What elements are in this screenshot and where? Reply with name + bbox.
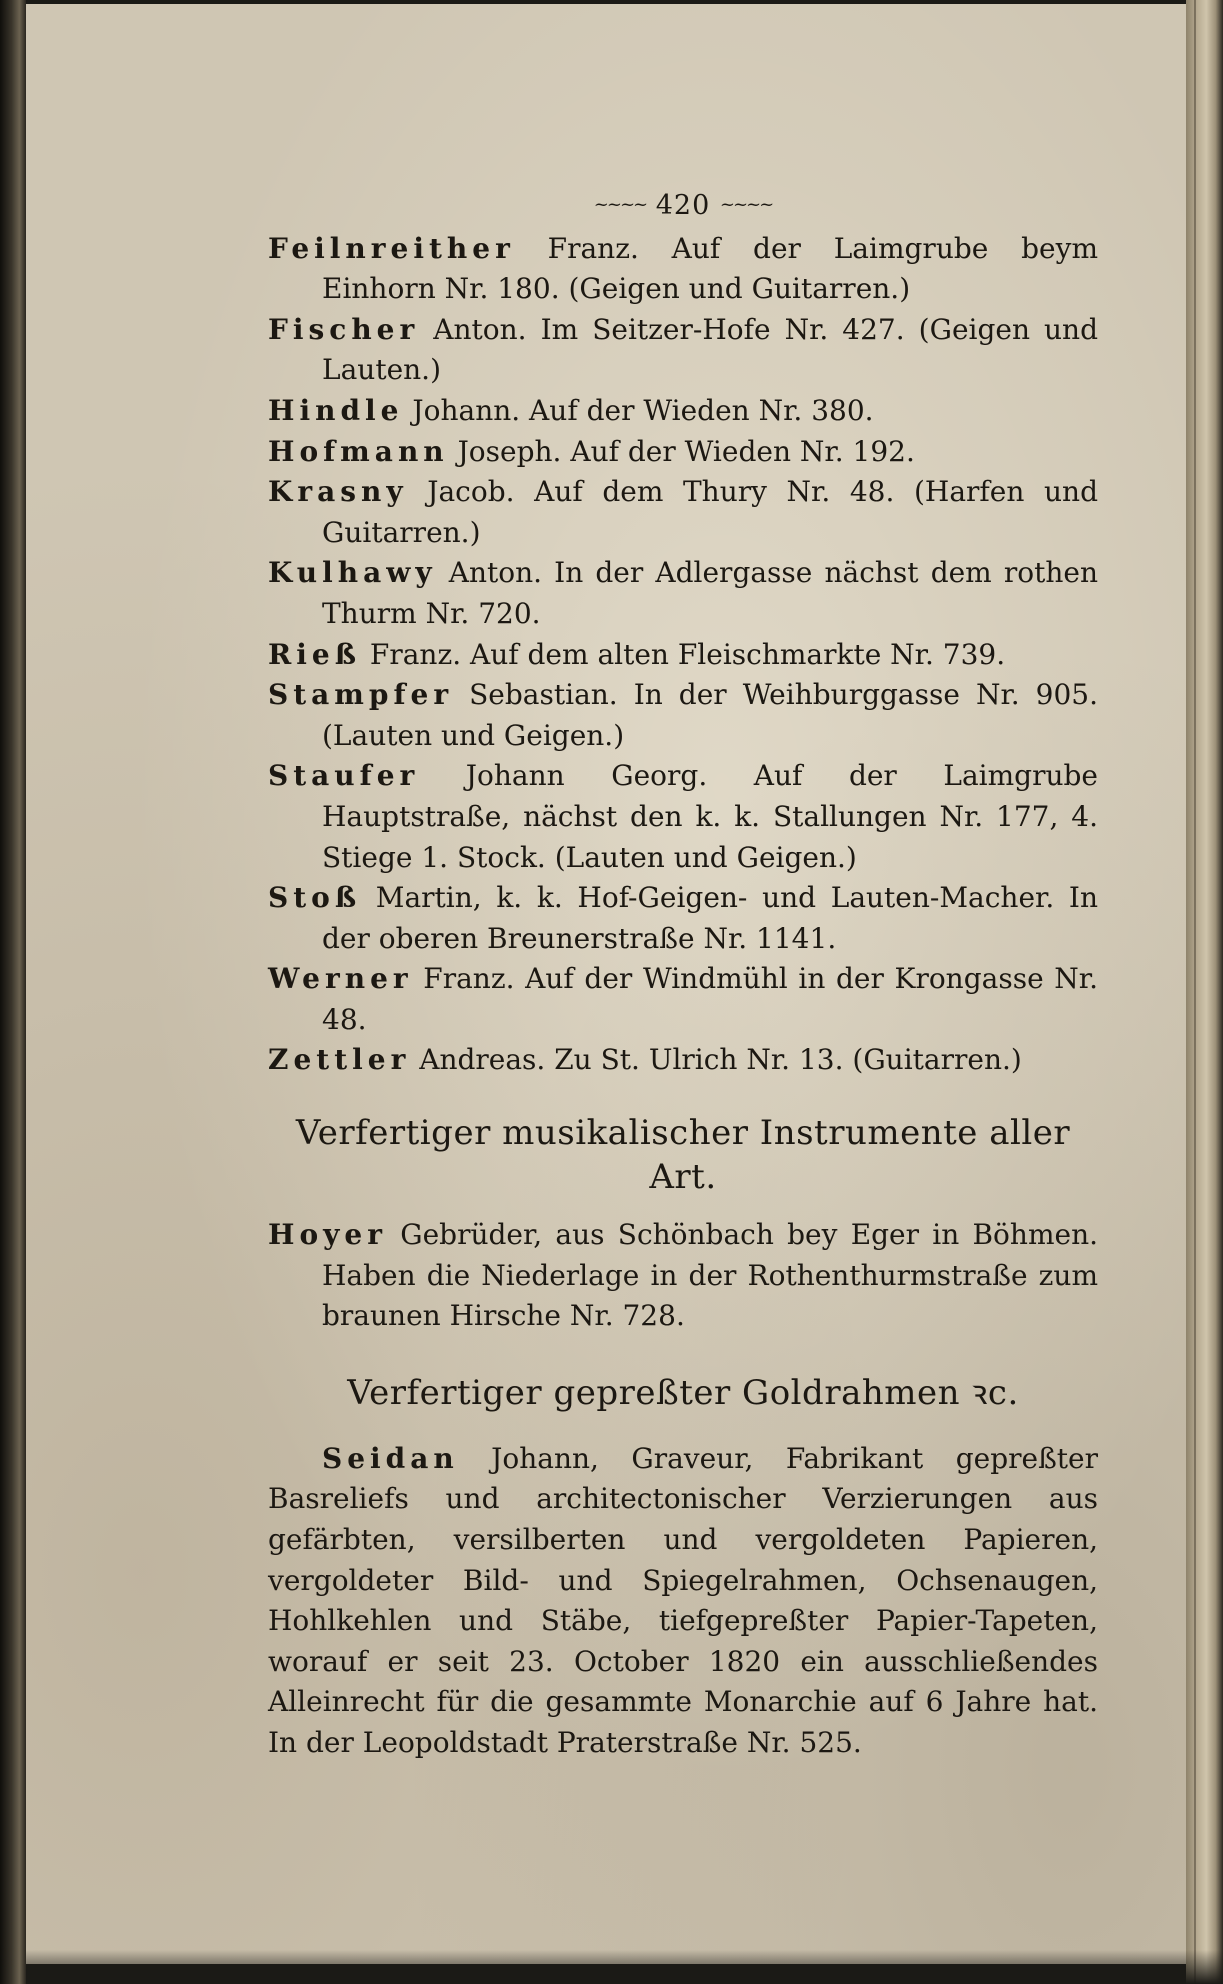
- list-item: [268, 229, 1098, 310]
- instrument-maker-list-general: [268, 1215, 1098, 1337]
- list-item: [268, 635, 1098, 676]
- book-gutter: [0, 0, 26, 1984]
- entry-name: Hindle: [268, 393, 404, 427]
- entry-text: Johann. Auf der Wieden Nr. 380.: [403, 393, 874, 427]
- page-number: 420: [655, 190, 711, 221]
- entry-text: Johann, Graveur, Fabrikant gepreßter Basreliefs und architectonischer Verzierungen aus gefärbten, versilberten und vergoldeten Papieren, vergoldeter Bild- und Spiegelrahmen, Ochsenaugen, Hohlkehlen und Stäbe, tiefgepreßter Papier-Tapeten, worauf er seit 23. October 1820 ein ausschließendes Alleinrecht für die gesammte Monarchie auf 6 Jahre hat. In der Leopoldstadt Praterstraße Nr. 525.: [268, 1441, 1098, 1759]
- entry-text: Franz. Auf dem alten Fleischmarkte Nr. 739.: [361, 637, 1006, 671]
- list-item: [268, 878, 1098, 959]
- entry-text: Johann Georg. Auf der Laimgrube Hauptstraße, nächst den k. k. Stallungen Nr. 177, 4. Stiege 1. Stock. (Lauten und Geigen.): [322, 759, 1098, 874]
- entry-name: Staufer: [268, 759, 420, 793]
- list-item: [268, 391, 1098, 432]
- list-item: [268, 472, 1098, 553]
- instrument-maker-list: [268, 229, 1098, 1081]
- list-item: [268, 1215, 1098, 1337]
- list-item: [268, 756, 1098, 878]
- entry-name: Kulhawy: [268, 556, 437, 590]
- entry-name: Hoyer: [268, 1218, 387, 1252]
- section-heading-goldframes: Verfertiger gepreßter Goldrahmen ꝛc.: [347, 1372, 1019, 1413]
- entry-name: Werner: [268, 962, 413, 996]
- bottom-shadow: [26, 1950, 1223, 1984]
- header-ornament-left: ~~~~: [593, 194, 647, 215]
- entry-name: Rieß: [268, 637, 361, 671]
- list-item: [268, 1040, 1098, 1081]
- entry-name: Stoß: [268, 881, 362, 915]
- goldframe-maker-paragraph: [268, 1439, 1098, 1764]
- entry-name: Krasny: [268, 475, 408, 509]
- entry-text: Joseph. Auf der Wieden Nr. 192.: [448, 434, 915, 468]
- entry-name: Feilnreither: [268, 231, 515, 265]
- entry-text: Franz. Auf der Windmühl in der Krongasse Nr. 48.: [322, 962, 1098, 1036]
- entry-text: Franz. Auf der Laimgrube beym Einhorn Nr. 180. (Geigen und Guitarren.): [322, 231, 1098, 306]
- page-header: [268, 185, 1098, 227]
- list-item: [268, 959, 1098, 1040]
- entry-text: Anton. In der Adlergasse nächst dem rothen Thurm Nr. 720.: [322, 556, 1098, 630]
- list-item: [268, 675, 1098, 756]
- page-edges: [1186, 0, 1223, 1984]
- entry-text: Andreas. Zu St. Ulrich Nr. 13. (Guitarren.): [410, 1043, 1022, 1077]
- list-item: [268, 553, 1098, 634]
- entry-text: Gebrüder, aus Schönbach bey Eger in Böhmen. Haben die Niederlage in der Rothenthurmstraße zum braunen Hirsche Nr. 728.: [322, 1218, 1098, 1333]
- entry-name: Stampfer: [268, 678, 454, 712]
- entry-text: Martin, k. k. Hof-Geigen- und Lauten-Macher. In der oberen Breunerstraße Nr. 1141.: [322, 881, 1098, 955]
- entry-text: Jacob. Auf dem Thury Nr. 48. (Harfen und Guitarren.): [322, 475, 1098, 549]
- list-item: [268, 432, 1098, 473]
- page-text: [268, 185, 1098, 1764]
- entry-name: Hofmann: [268, 434, 449, 468]
- entry-name: Fischer: [268, 312, 420, 346]
- entry-name: Seidan: [322, 1441, 459, 1475]
- list-item: [268, 310, 1098, 391]
- header-ornament-right: ~~~~: [719, 194, 773, 215]
- entry-text: Sebastian. In der Weihburggasse Nr. 905. (Lauten und Geigen.): [322, 678, 1098, 752]
- entry-name: Zettler: [268, 1043, 411, 1077]
- entry-text: Anton. Im Seitzer-Hofe Nr. 427. (Geigen und Lauten.): [322, 312, 1098, 387]
- section-heading-instruments: Verfertiger musikalischer Instrumente aller Art.: [295, 1113, 1071, 1198]
